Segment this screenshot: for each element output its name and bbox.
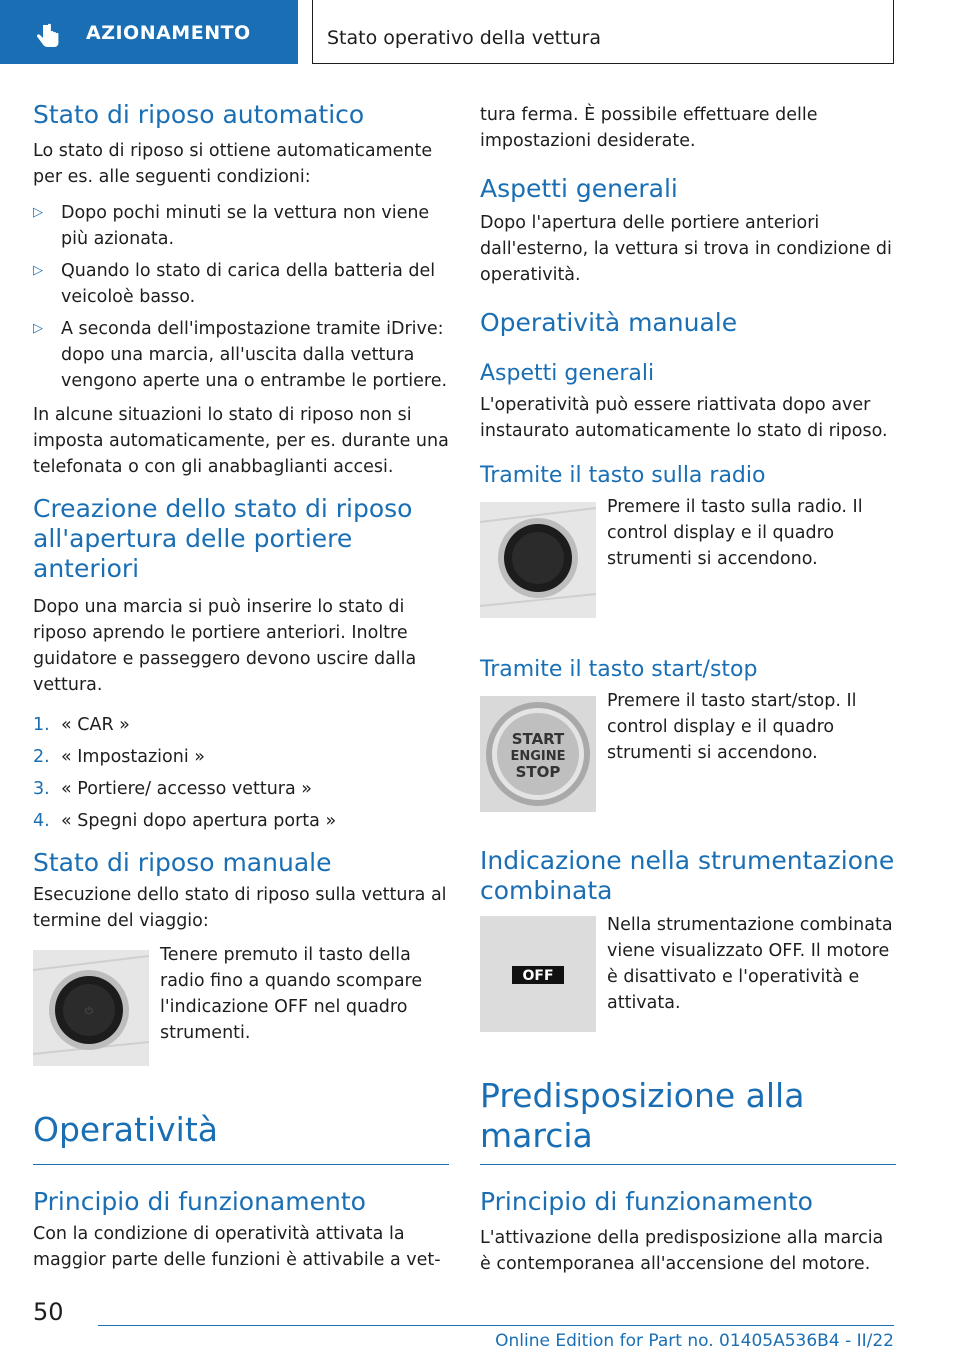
- off-indicator-figure: [480, 912, 896, 1036]
- paragraph-riposo-note: In alcune situazioni lo stato di riposo non si imposta automaticamente, per es. durante una telefonata o con gli anabbaglianti accesi.: [33, 405, 449, 477]
- list-item: 4. « Spegni dopo apertura porta »: [33, 811, 337, 831]
- footer-rule: [98, 1325, 894, 1326]
- start-stop-figure: [480, 688, 896, 812]
- heading-start-stop: Tramite il tasto start/stop: [480, 657, 758, 682]
- radio-figure: [480, 494, 896, 618]
- paragraph-principio-2: L'attivazione della predisposizione alla marcia è contemporanea all'accensione del motore.: [480, 1228, 884, 1274]
- bullet-list: [33, 200, 449, 394]
- heading-riposo-manuale: Stato di riposo manuale: [33, 848, 332, 877]
- triangle-bullet-icon: ▷: [33, 263, 43, 278]
- list-item: ▷ Dopo pochi minuti se la vettura non viene più azionata.: [33, 200, 449, 252]
- radio-knob-image: [480, 502, 596, 618]
- left-column: [33, 100, 449, 1273]
- heading-operativita-manuale: Operatività manuale: [480, 308, 738, 337]
- paragraph-indicazione: Nella strumentazione combinata viene visualizzato OFF. Il motore è disattivato e l'operatività e attivata.: [607, 915, 893, 1013]
- chapter-label: Stato operativo della vettura: [327, 27, 602, 49]
- radio-knob-image: [33, 950, 149, 1066]
- heading-tasto-radio: Tramite il tasto sulla radio: [480, 463, 766, 488]
- heading-aspetti-generali: Aspetti generali: [480, 174, 678, 203]
- paragraph-principio: Con la condizione di operatività attivata la maggior parte delle funzioni è attivabile a vet-: [33, 1224, 441, 1270]
- heading-operativita: Operatività: [33, 1110, 218, 1149]
- triangle-bullet-icon: ▷: [33, 321, 43, 336]
- heading-riposo-automatico: Stato di riposo automatico: [33, 100, 365, 129]
- paragraph-riposo-automatico: Lo stato di riposo si ottiene automaticamente per es. alle seguenti condizioni:: [33, 141, 433, 187]
- paragraph-radio-hold: Tenere premuto il tasto della radio fino a quando scompare l'indicazione OFF nel quadro strumenti.: [160, 945, 423, 1043]
- paragraph-start-stop: Premere il tasto start/stop. Il control display e il quadro strumenti si accendono.: [607, 691, 857, 763]
- list-item: ▷ A seconda dell'impostazione tramite iDrive: dopo una marcia, all'uscita dalla vettura vengono aperte una o entrambe le portiere.: [33, 316, 449, 394]
- paragraph-continuation: tura ferma. È possibile effettuare delle impostazioni desiderate.: [480, 105, 818, 151]
- page-number: 50: [33, 1298, 64, 1326]
- section-tab: [0, 0, 298, 64]
- heading-indicazione: Indicazione nella strumentazione combinata: [480, 846, 895, 905]
- radio-button-figure: [33, 942, 449, 1070]
- heading-principio-2: Principio di funzionamento: [480, 1187, 813, 1216]
- paragraph-riposo-manuale: Esecuzione dello stato di riposo sulla vettura al termine del viaggio:: [33, 885, 447, 931]
- right-column: [480, 102, 896, 1277]
- paragraph-creazione: Dopo una marcia si può inserire lo stato di riposo aprendo le portiere anteriori. Inoltre guidatore e passeggero devono uscire dalla vettura.: [33, 597, 417, 695]
- engine-label: ENGINE: [510, 749, 566, 764]
- section-label: AZIONAMENTO: [86, 22, 251, 44]
- heading-rule: [33, 1164, 449, 1165]
- off-label: OFF: [522, 968, 554, 984]
- start-stop-button-image: [480, 696, 596, 812]
- paragraph-aspetti-generali-2: L'operatività può essere riattivata dopo aver instaurato automaticamente lo stato di riposo.: [480, 395, 888, 441]
- footer-edition: Online Edition for Part no. 01405A536B4 - II/22: [495, 1331, 894, 1351]
- list-item: 3. « Portiere/ accesso vettura »: [33, 779, 312, 799]
- numbered-list: [33, 712, 449, 834]
- stop-label: STOP: [515, 763, 561, 781]
- heading-principio: Principio di funzionamento: [33, 1187, 366, 1216]
- start-label: START: [511, 730, 565, 748]
- off-indicator-image: [480, 916, 596, 1032]
- triangle-bullet-icon: ▷: [33, 205, 43, 220]
- heading-predisposizione: Predisposizione alla marcia: [480, 1076, 805, 1155]
- hand-pointer-icon: [34, 22, 64, 52]
- heading-creazione: Creazione dello stato di riposo all'apertura delle portiere anteriori: [33, 494, 413, 583]
- list-item: 1. « CAR »: [33, 715, 130, 735]
- list-item: ▷ Quando lo stato di carica della batteria del veicoloè basso.: [33, 258, 449, 310]
- paragraph-aspetti-generali: Dopo l'apertura delle portiere anteriori dall'esterno, la vettura si trova in condizione di operatività.: [480, 213, 892, 285]
- paragraph-tasto-radio: Premere il tasto sulla radio. Il control display e il quadro strumenti si accendono.: [607, 497, 863, 569]
- svg-text:⏻: ⏻: [85, 1006, 93, 1017]
- chapter-tab: [312, 0, 894, 64]
- heading-aspetti-generali-2: Aspetti generali: [480, 361, 655, 386]
- heading-rule: [480, 1164, 896, 1165]
- list-item: 2. « Impostazioni »: [33, 747, 205, 767]
